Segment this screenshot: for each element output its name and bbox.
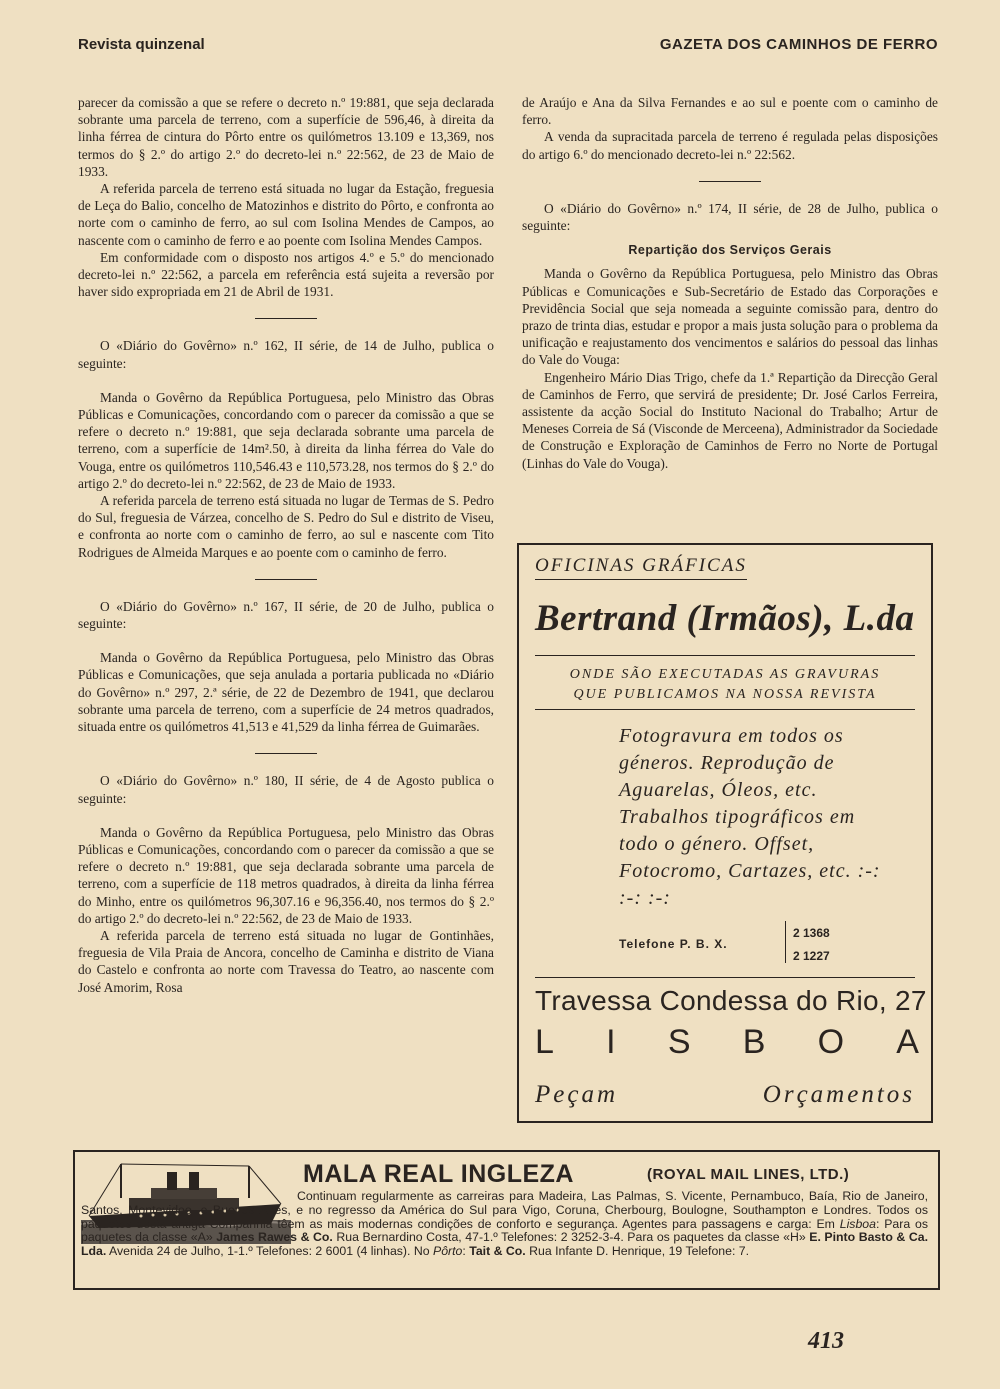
mala-real-text: Avenida 24 de Julho, 1-1.º Telefones: 2 6001 (4 linhas). No [106, 1244, 433, 1259]
ad-rule [535, 709, 915, 710]
paragraph: A referida parcela de terreno está situada no lugar da Estação, freguesia de Leça do Balio, concelho de Matozinhos e distrito do Pôrto, e confronta ao norte com o caminho de ferro, ao sul com Isolina Mendes de Campos, ao nascente com o caminho de ferro e ao poente com Isolina Mendes Campos. [78, 181, 494, 248]
ad-services: Fotogravura em todos os géneros. Reprodução de Aguarelas, Óleos, etc. Trabalhos tipográficos em todo o género. Offset, Fotocromo, Cartazes, etc. :-: :-: :-: [619, 725, 881, 909]
ad-city-letter: O [817, 1023, 845, 1061]
mala-real-body [81, 1190, 928, 1259]
ad-city-letter: B [742, 1023, 766, 1061]
ad-onde-line: QUE PUBLICAMOS NA NOSSA REVISTA [573, 687, 877, 702]
paragraph: Manda o Govêrno da República Portuguesa, pelo Ministro das Obras Públicas e Comunicações, que seja anulada a portaria publicada no «Diário do Govêrno» n.º 297, 2.ª série, de 22 de Dezembro de 1941, que declarou sobrante uma parcela de terreno, com a superfície de 24 metros quadrados, situada entre os quilómetros 41,513 e 41,529 da linha férrea de Guimarães. [78, 650, 494, 735]
paragraph: A venda da supracitada parcela de terreno é regulada pelas disposições do artigo 6.º do mencionado decreto-lei n.º 22:562. [522, 129, 938, 162]
section-title: Repartição dos Serviços Gerais [628, 243, 832, 258]
mala-real-advertisement [73, 1150, 940, 1290]
mala-real-agent: Tait & Co. [469, 1244, 526, 1259]
left-column [78, 94, 494, 996]
ad-city-letter: L [535, 1023, 554, 1061]
ad-pecam-orcamentos: Peçam Orçamentos [535, 1081, 915, 1108]
mala-real-agent: James Rawes & Co. [216, 1230, 333, 1245]
ad-city-letter: S [667, 1023, 691, 1061]
ad-phone-number: 2 1227 [793, 949, 830, 963]
page-header [78, 36, 938, 60]
paragraph: Manda o Govêrno da República Portuguesa, pelo Ministro das Obras Públicas e Comunicações e Sub-Secretário de Estado das Corporações e Previdência Social que seja nomeada a seguinte comissão para, dentro do prazo de trinta dias, estudar e propor a mais justa solução para o problema da unificação e reajustamento dos vencimentos e salários do pessoal das linhas do Vale do Vouga: [522, 266, 938, 368]
paragraph: A referida parcela de terreno está situada no lugar de Gontinhães, freguesia de Vila Praia de Ancora, concelho de Caminha e distrito de Viana do Castelo e confronta ao norte com Travessa do Teatro, ao nascente com José Amorim, Rosa [78, 927, 494, 995]
ad-city-letter: I [606, 1023, 616, 1061]
ad-onde-line: ONDE SÃO EXECUTADAS AS GRAVURAS [569, 667, 881, 682]
paragraph: A referida parcela de terreno está situada no lugar de Termas de S. Pedro do Sul, freguesia de Várzea, concelho de S. Pedro do Sul e distrito de Viseu, e confronta ao norte com o caminho de ferro, ao sul e nascente com Tito Rodrigues de Almeida Marques e ao poente com o caminho de ferro. [78, 493, 494, 560]
mala-real-text: : [462, 1244, 470, 1259]
ad-rule [535, 977, 915, 978]
separator-rule [255, 753, 317, 754]
bertrand-advertisement [517, 543, 933, 1123]
ad-phone-bracket [785, 921, 792, 963]
right-column [522, 94, 938, 472]
paragraph: de Araújo e Ana da Silva Fernandes e ao sul e poente com o caminho de ferro. [522, 95, 938, 128]
ad-phone-number: 2 1368 [793, 926, 830, 940]
separator-rule [255, 579, 317, 580]
ad-city-letter: A [896, 1023, 919, 1061]
paragraph: parecer da comissão a que se refere o decreto n.º 19:881, que seja declarada sobrante uma parcela de terreno, com a superfície de 596,46, à direita da linha férrea de cintura do Pôrto entre os quilómetros 13.109 e 13,369, nos termos do § 2.º do artigo 2.º do decreto-lei n.º 22:562, de 23 de Maio de 1933. [78, 95, 494, 179]
header-left: Revista quinzenal [78, 36, 205, 53]
paragraph: O «Diário do Govêrno» n.º 180, II série, de 4 de Agosto publica o seguinte: [78, 773, 494, 806]
paragraph: O «Diário do Govêrno» n.º 174, II série, de 28 de Julho, publica o seguinte: [522, 200, 938, 234]
mala-real-text: Continuam regularmente as carreiras para Madeira, Las Palmas, S. Vicente, Pernambuco, Baía, Rio de Janeiro, Santos, Montevideo, e Buenos Aires, e no regresso da América do Sul para Vigo, Coruna, Cherbourg, Boulogne, Southampton e Londres. Todos os paquetes desta antiga Companhia têem as mais modernas condições de conforto e segurança. Agentes para passagens e carga: Em [81, 1189, 928, 1231]
mala-real-title: MALA REAL INGLEZA [303, 1160, 574, 1188]
ad-phone-label: Telefone P. B. X. [619, 937, 728, 951]
ad-city [535, 1023, 919, 1062]
paragraph: Engenheiro Mário Dias Trigo, chefe da 1.ª Repartição da Direcção Geral de Caminhos de Ferro, que servirá de presidente; Dr. José Carlos Ferreira, assistente da acção Social do Instituto Nacional do Trabalho; Artur de Meneses Correia de Sá (Visconde de Merceena), Administrador da Sociedade de Construção e Exploração de Caminhos de Ferro no Norte de Portugal (Linhas do Vale do Vouga). [522, 369, 938, 471]
ad-oficinas-heading: OFICINAS GRÁFICAS [535, 555, 747, 580]
ad-street-address: Travessa Condessa do Rio, 27 [535, 985, 927, 1016]
separator-rule [255, 318, 317, 319]
ad-rule [535, 655, 915, 656]
paragraph: O «Diário do Govêrno» n.º 167, II série, de 20 de Julho, publica o seguinte: [78, 598, 494, 632]
mala-real-agent: E. Pinto Basto & Ca. Lda. [81, 1230, 928, 1259]
paragraph: Manda o Govêrno da República Portuguesa, pelo Ministro das Obras Públicas e Comunicações, concordando com o parecer da comissão a que se refere o decreto n.º 19:881, que seja declarada sobrante uma parcela de terreno, com a superfície de 14m².50, à direita da linha férrea do Vale do Vouga, entre os quilómetros 110,546.43 e 110,573.28, nos termos do § 2.º do artigo 2.º do decreto-lei n.º 22:562, de 23 de Maio de 1933. [78, 389, 494, 491]
mala-real-text: : Para os paquetes da classe «A» [81, 1216, 928, 1245]
header-right: GAZETA DOS CAMINHOS DE FERRO [659, 36, 938, 53]
paragraph: O «Diário do Govêrno» n.º 162, II série, de 14 de Julho, publica o seguinte: [78, 338, 494, 371]
ad-onde-text [519, 665, 931, 705]
paragraph: Em conformidade com o disposto nos artigos 4.º e 5.º do mencionado decreto-lei n.º 22:562, a parcela em referência está sujeita a reversão por haver sido expropriada em 21 de Abril de 1931. [78, 249, 494, 300]
mala-real-text: Rua Bernardino Costa, 47-1.º Telefones: 2 3252-3-4. Para os paquetes da classe «H» [332, 1230, 810, 1245]
mala-real-city: Lisboa [839, 1216, 876, 1231]
page-number: 413 [808, 1328, 844, 1354]
ad-phone-numbers [793, 922, 830, 968]
mala-real-city: Pôrto [433, 1244, 463, 1259]
separator-rule [699, 181, 761, 182]
mala-real-text: Rua Infante D. Henrique, 19 Telefone: 7. [525, 1244, 750, 1259]
ad-brand-name: Bertrand (Irmãos), L.da [535, 598, 915, 639]
paragraph: Manda o Govêrno da República Portuguesa, pelo Ministro das Obras Públicas e Comunicações, concordando com o parecer da comissão a que se refere o decreto n.º 19:881, que seja declarada sobrante uma parcela de terreno, com a superfície de 118 metros quadrados, à direita da linha férrea do Minho, entre os quilómetros 96,307.16 e 96,356.40, nos termos do § 2.º do artigo 2.º do decreto-lei n.º 22:562, de 23 de Maio de 1933. [78, 824, 494, 926]
mala-real-subtitle: (ROYAL MAIL LINES, LTD.) [647, 1166, 850, 1183]
